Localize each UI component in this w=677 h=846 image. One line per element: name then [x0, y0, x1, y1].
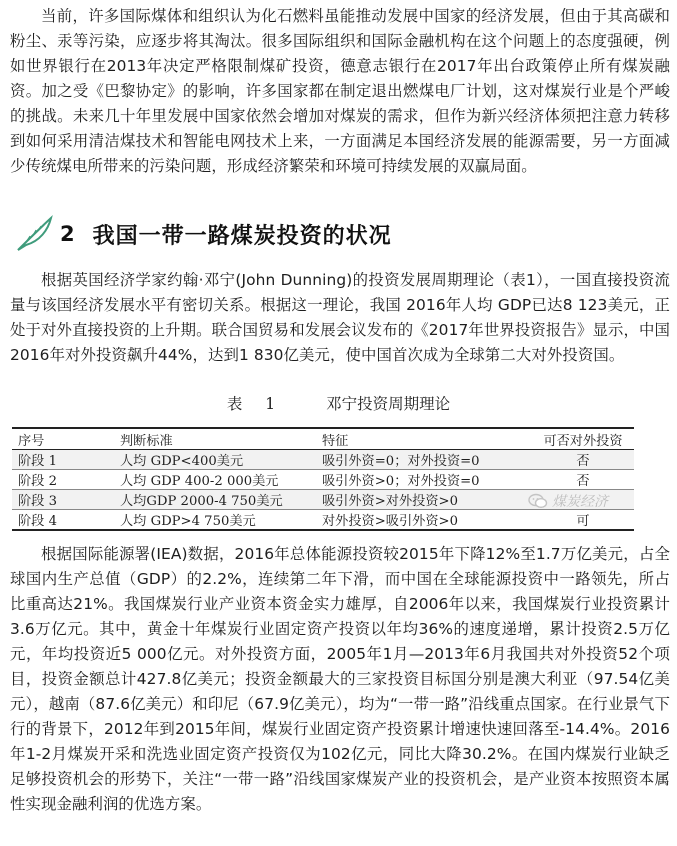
header-feature: 特征	[316, 428, 532, 450]
cell-stage: 阶段 3	[12, 490, 114, 510]
investment-paragraph: 根据国际能源署(IEA)数据，2016年总体能源投资较2015年下降12%至1.7万亿美元，占全球国内生产总值（GDP）的2.2%，连续第二年下滑，而中国在全球能源投资中一路领先，所占比重高达21%。我国煤炭行业产业资本资金实力雄厚，自2006年以来，我国煤炭行业投资累计3.6万亿元。其中，黄金十年煤炭行业固定资产投资以年均36%的速度递增，累计投资2.5万亿元，年均投资近5 000亿元。对外投资方面，2005年1月—2013年6月我国共对外投资52个项目，投资金额总计427.8亿美元；投资金额最大的三家投资目标国分别是澳大利亚（97.54亿美元），越南（87.6亿美元）和印尼（67.9亿美元），均为“一带一路”沿线重点国家。在行业景气下行的背景下，2012年到2015年间，煤炭行业固定资产投资累计增速快速回落至-14.4%。2016年1-2月煤炭开采和洗选业固定资产投资仅为102亿元，同比大降30.2%。在国内煤炭行业缺乏足够投资机会的形势下，关注“一带一路”沿线国家煤炭产业的投资机会，是产业资本按照资本属性实现金融利润的优选方案。	[10, 545, 670, 813]
watermark	[528, 491, 608, 511]
cell-feature: 吸引外资>对外投资>0	[316, 490, 532, 510]
table-row	[12, 470, 634, 490]
table-row	[12, 510, 634, 531]
header-criterion: 判断标准	[114, 428, 316, 450]
section-number: 2	[60, 222, 75, 246]
theory-paragraph: 根据英国经济学家约翰·邓宁(John Dunning)的投资发展周期理论（表1），一国直接投资流量与该国经济发展水平有密切关系。根据这一理论，我国 2016年人均 GDP已达8 123美元，正处于对外直接投资的上升期。联合国贸易和发展会议发布的《2017年世界投资报告》显示，中国2016年对外投资飙升44%，达到1 830亿美元，使中国首次成为全球第二大对外投资国。	[10, 271, 670, 364]
feather-quill-icon	[14, 214, 54, 254]
cell-feature: 对外投资>吸引外资>0	[316, 510, 532, 531]
cell-stage: 阶段 1	[12, 450, 114, 470]
table-row	[12, 450, 634, 470]
cell-criterion: 人均 GDP>4 750美元	[114, 510, 316, 531]
cell-can-invest: 可	[532, 510, 634, 531]
header-stage: 序号	[12, 428, 114, 450]
cell-criterion: 人均GDP 2000-4 750美元	[114, 490, 316, 510]
table-caption	[0, 392, 677, 414]
cell-can-invest: 否	[532, 470, 634, 490]
table-caption-title: 邓宁投资周期理论	[326, 395, 451, 413]
cell-stage: 阶段 2	[12, 470, 114, 490]
dunning-cycle-table	[12, 427, 634, 531]
cell-stage: 阶段 4	[12, 510, 114, 531]
table-caption-label: 表 1	[226, 395, 276, 413]
header-can-invest: 可否对外投资	[532, 428, 634, 450]
table-header-row	[12, 428, 634, 450]
cell-criterion: 人均 GDP 400-2 000美元	[114, 470, 316, 490]
section-title: 我国一带一路煤炭投资的状况	[92, 223, 392, 249]
intro-paragraph: 当前，许多国际煤体和组织认为化石燃料虽能推动发展中国家的经济发展，但由于其高碳和粉尘、汞等污染，应逐步将其淘汰。很多国际组织和国际金融机构在这个问题上的态度强硬，例如世界银行在2013年决定严格限制煤矿投资，德意志银行在2017年出台政策停止所有煤炭融资。加之受《巴黎协定》的影响，许多国家都在制定退出燃煤电厂计划，这对煤炭行业是个严峻的挑战。未来几十年里发展中国家依然会增加对煤炭的需求，但作为新兴经济体须把注意力转移到如何采用清洁煤技术和智能电网技术上来，一方面满足本国经济发展的能源需要，另一方面减少传统煤电所带来的污染问题，形成经济繁荣和环境可持续发展的双赢局面。	[10, 7, 670, 175]
cell-can-invest: 否	[532, 450, 634, 470]
section-heading	[14, 212, 654, 256]
cell-feature: 吸引外资>0；对外投资=0	[316, 470, 532, 490]
wechat-icon	[528, 493, 548, 509]
watermark-text: 煤炭经济	[552, 494, 608, 510]
cell-feature: 吸引外资=0；对外投资=0	[316, 450, 532, 470]
cell-criterion: 人均 GDP<400美元	[114, 450, 316, 470]
